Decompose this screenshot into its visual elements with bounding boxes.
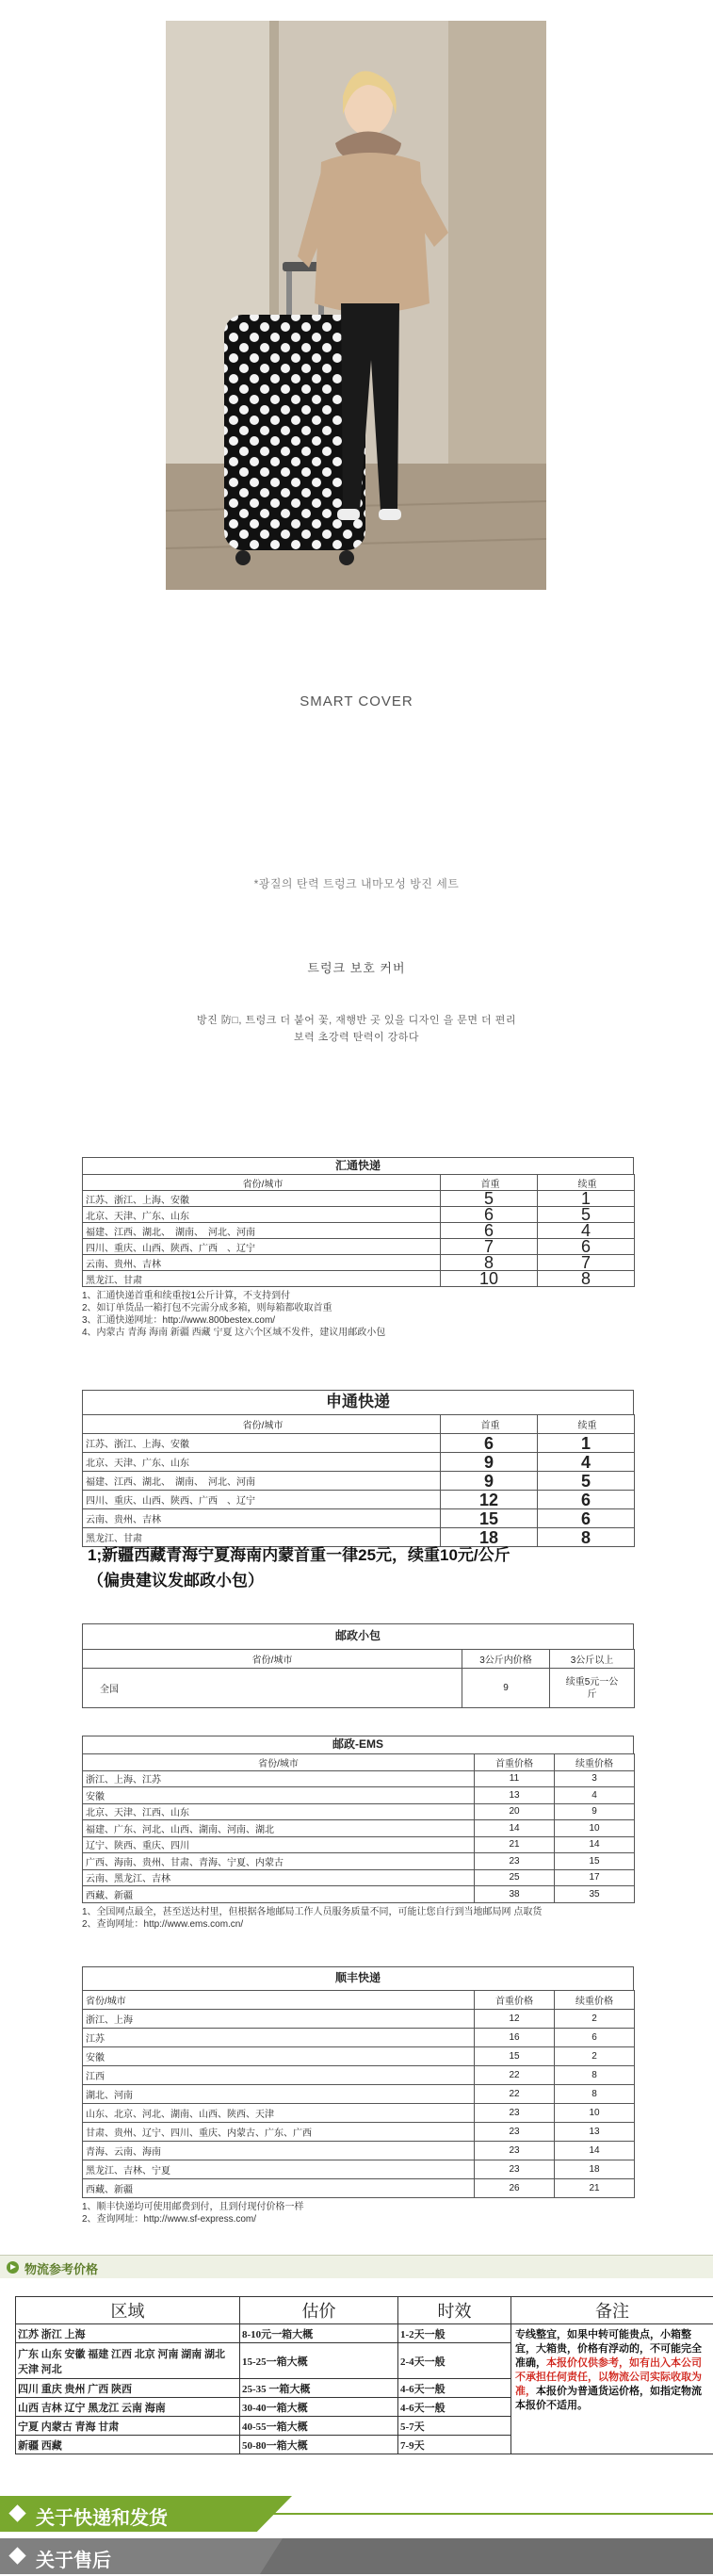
extra-weight-cell: 4 [538, 1453, 635, 1472]
header-cell: 省份/城市 [83, 1991, 475, 2010]
first-weight-cell: 15 [441, 1509, 538, 1528]
first-weight-cell: 8 [441, 1255, 538, 1271]
header-cell: 时效 [398, 2297, 511, 2324]
note-line: 1、顺丰快递均可使用邮费到付，且到付现付价格一样 [82, 2202, 304, 2212]
extra-price-cell: 35 [555, 1886, 635, 1903]
product-photo-illustration [166, 21, 546, 590]
price-cell: 30-40一箱大概 [240, 2398, 398, 2417]
region-cell: 四川 重庆 贵州 广西 陕西 [16, 2379, 240, 2398]
extra-weight-cell: 8 [538, 1271, 635, 1287]
extra-price-cell: 9 [555, 1803, 635, 1820]
extra-price-cell: 6 [555, 2029, 635, 2047]
table-notes [82, 2201, 634, 2225]
region-cell: 新疆 西藏 [16, 2436, 240, 2454]
first-price-cell: 15 [475, 2047, 555, 2066]
logistics-remarks [511, 2324, 713, 2454]
price-cell: 15-25一箱大概 [240, 2343, 398, 2379]
region-cell: 甘肃、贵州、辽宁、四川、重庆、内蒙古、广东、广西 [83, 2123, 475, 2142]
first-price-cell: 16 [475, 2029, 555, 2047]
first-price-cell: 14 [475, 1820, 555, 1837]
region-cell: 福建、江西、湖北、 湖南、 河北、河南 [83, 1223, 441, 1239]
region-cell: 江苏 浙江 上海 [16, 2324, 240, 2343]
table-notes [82, 1906, 634, 1931]
header-cell: 3公斤以上 [550, 1650, 635, 1669]
region-cell: 江苏 [83, 2029, 475, 2047]
table-title: 顺丰快递 [82, 1966, 634, 1990]
table-row [83, 2085, 635, 2104]
table-row [83, 2123, 635, 2142]
table-header-row [83, 1754, 635, 1771]
extra-weight-cell: 5 [538, 1472, 635, 1491]
header-cell: 续重价格 [555, 1754, 635, 1771]
first-price-cell: 12 [475, 2010, 555, 2029]
first-price-cell: 23 [475, 2104, 555, 2123]
extra-price-cell: 14 [555, 2142, 635, 2160]
extra-price-cell: 17 [555, 1869, 635, 1886]
note-link-line[interactable]: 3、汇通快递网址：http://www.800bestex.com/ [82, 1315, 276, 1326]
header-cell: 首重价格 [475, 1991, 555, 2010]
table-row [83, 1853, 635, 1870]
note-link-line[interactable]: 2、查询网址：http://www.ems.com.cn/ [82, 1918, 244, 1930]
table-row [83, 2047, 635, 2066]
note-line: 4、内蒙古 青海 海南 新疆 西藏 宁夏 这六个区域不发件，建议用邮政小包 [82, 1328, 386, 1338]
table-row [83, 1886, 635, 1903]
table-row [83, 2142, 635, 2160]
region-cell: 云南、贵州、吉林 [83, 1255, 441, 1271]
region-cell: 黑龙江、甘肃 [83, 1271, 441, 1287]
table-header-row [83, 1415, 635, 1434]
table-row [83, 1207, 635, 1223]
table-row [83, 1509, 635, 1528]
extra-weight-cell: 6 [538, 1509, 635, 1528]
table-notes [82, 1290, 634, 1339]
product-photo [166, 21, 546, 590]
product-title-en: SMART COVER [300, 693, 413, 709]
region-cell: 北京、天津、广东、山东 [83, 1207, 441, 1223]
table-row [83, 1434, 635, 1453]
table-row [83, 1787, 635, 1804]
header-cell: 备注 [511, 2297, 713, 2324]
price-cell: 25-35 一箱大概 [240, 2379, 398, 2398]
region-cell: 山东、北京、河北、湖南、山西、陕西、天津 [83, 2104, 475, 2123]
region-cell: 福建、江西、湖北、 湖南、 河北、河南 [83, 1472, 441, 1491]
time-cell: 4-6天一般 [398, 2398, 511, 2417]
header-cell: 续重 [538, 1415, 635, 1434]
first-price-cell: 25 [475, 1869, 555, 1886]
table-row [83, 1836, 635, 1853]
table-row [83, 2010, 635, 2029]
play-icon [7, 2261, 19, 2274]
header-cell: 省份/城市 [83, 1175, 441, 1191]
region-cell: 四川、重庆、山西、陕西、广西 、辽宁 [83, 1239, 441, 1255]
header-cell: 区域 [16, 2297, 240, 2324]
extra-price-cell: 续重5元一公斤 [550, 1669, 635, 1708]
region-cell: 辽宁、陕西、重庆、四川 [83, 1836, 475, 1853]
region-cell: 浙江、上海、江苏 [83, 1770, 475, 1787]
time-cell: 1-2天一般 [398, 2324, 511, 2343]
remote-region-note-line-1: 1;新疆西藏青海宁夏海南内蒙首重一律25元，续重10元/公斤 [88, 1546, 510, 1564]
header-cell: 省份/城市 [83, 1650, 462, 1669]
region-cell: 安徽 [83, 2047, 475, 2066]
description-line-2: 보력 초강력 탄력이 강하다 [293, 1032, 420, 1043]
first-price-cell: 13 [475, 1787, 555, 1804]
extra-price-cell: 8 [555, 2066, 635, 2085]
first-price-cell: 22 [475, 2085, 555, 2104]
remark-normal: 专线整宜，如果中转可能贵点，小箱整宜，大箱贵，价格有浮动的，不可能完全准确， [515, 2329, 702, 2369]
region-cell: 安徽 [83, 1787, 475, 1804]
first-weight-cell: 6 [441, 1223, 538, 1239]
table-row [83, 2179, 635, 2198]
banner-label: 关于快递和发货 [36, 2508, 168, 2529]
table-header-row [83, 1175, 635, 1191]
extra-weight-cell: 6 [538, 1239, 635, 1255]
price-cell: 9 [462, 1669, 550, 1708]
extra-price-cell: 10 [555, 2104, 635, 2123]
table-row [83, 1239, 635, 1255]
extra-price-cell: 8 [555, 2085, 635, 2104]
banner-divider [256, 2513, 713, 2515]
note-line: 1、汇通快递首重和续重按1公斤计算，不支持到付 [82, 1291, 291, 1301]
header-cell: 省份/城市 [83, 1415, 441, 1434]
extra-price-cell: 4 [555, 1787, 635, 1804]
extra-weight-cell: 1 [538, 1191, 635, 1207]
table-header-row [83, 1991, 635, 2010]
header-cell: 3公斤内价格 [462, 1650, 550, 1669]
header-cell: 首重 [441, 1175, 538, 1191]
region-cell: 青海、云南、海南 [83, 2142, 475, 2160]
extra-price-cell: 2 [555, 2047, 635, 2066]
table-title: 邮政-EMS [82, 1736, 634, 1753]
price-cell: 50-80一箱大概 [240, 2436, 398, 2454]
first-price-cell: 23 [475, 2123, 555, 2142]
region-cell: 广东 山东 安徽 福建 江西 北京 河南 湖南 湖北 天津 河北 [16, 2343, 240, 2379]
remark-warning: 本报价仅供参考，如有出入本公司不承担任何责任，以物流公司实际收取为准， [515, 2357, 702, 2397]
table-row [83, 1223, 635, 1239]
header-cell: 估价 [240, 2297, 398, 2324]
table-title: 汇通快递 [82, 1157, 634, 1174]
header-cell: 首重价格 [475, 1754, 555, 1771]
region-cell: 江西 [83, 2066, 475, 2085]
first-price-cell: 23 [475, 2160, 555, 2179]
table-row [83, 1453, 635, 1472]
stky-shipping-table [82, 1390, 634, 1547]
region-cell: 湖北、河南 [83, 2085, 475, 2104]
table-row [16, 2324, 713, 2343]
extra-price-cell: 10 [555, 1820, 635, 1837]
first-weight-cell: 6 [441, 1434, 538, 1453]
extra-weight-cell: 5 [538, 1207, 635, 1223]
region-cell: 江苏、浙江、上海、安徽 [83, 1191, 441, 1207]
shipping-info-banner [0, 2496, 713, 2532]
table-row [83, 1255, 635, 1271]
first-price-cell: 20 [475, 1803, 555, 1820]
extra-price-cell: 21 [555, 2179, 635, 2198]
post-parcel-table [82, 1623, 634, 1708]
remote-region-note [88, 1542, 510, 1593]
table-row [83, 2029, 635, 2047]
first-weight-cell: 18 [441, 1528, 538, 1547]
first-weight-cell: 9 [441, 1453, 538, 1472]
region-cell: 江苏、浙江、上海、安徽 [83, 1434, 441, 1453]
logistics-section-header [0, 2255, 713, 2278]
time-cell: 2-4天一般 [398, 2343, 511, 2379]
region-cell: 西藏、新疆 [83, 1886, 475, 1903]
header-cell: 省份/城市 [83, 1754, 475, 1771]
region-cell: 四川、重庆、山西、陕西、广西 、辽宁 [83, 1491, 441, 1509]
header-cell: 首重 [441, 1415, 538, 1434]
first-weight-cell: 5 [441, 1191, 538, 1207]
table-row [83, 1472, 635, 1491]
table-row [83, 1271, 635, 1287]
region-cell: 北京、天津、江西、山东 [83, 1803, 475, 1820]
description-line-1: 방진 防□, 트렁크 더 붙어 꽃, 재행반 곳 있을 디자인 을 문면 더 편리 [196, 1015, 516, 1026]
region-cell: 西藏、新疆 [83, 2179, 475, 2198]
region-cell: 山西 吉林 辽宁 黑龙江 云南 海南 [16, 2398, 240, 2417]
note-link-line[interactable]: 2、查询网址：http://www.sf-express.com/ [82, 2214, 257, 2225]
table-header-row [16, 2297, 713, 2324]
extra-price-cell: 14 [555, 1836, 635, 1853]
first-price-cell: 21 [475, 1836, 555, 1853]
table-row [83, 2160, 635, 2179]
product-heading: 트렁크 보호 커버 [307, 961, 406, 975]
logistics-section-title: 物流参考价格 [24, 2262, 99, 2276]
table-row [83, 1770, 635, 1787]
region-cell: 黑龙江、甘肃 [83, 1528, 441, 1547]
ems-shipping-table [82, 1736, 634, 1931]
extra-price-cell: 2 [555, 2010, 635, 2029]
table-row [83, 1803, 635, 1820]
region-cell: 福建、广东、河北、山西、湖南、河南、湖北 [83, 1820, 475, 1837]
extra-weight-cell: 4 [538, 1223, 635, 1239]
extra-price-cell: 18 [555, 2160, 635, 2179]
remark-normal: 本报价为普通货运价格，如指定物流本报价不适用。 [515, 2386, 702, 2411]
time-cell: 5-7天 [398, 2417, 511, 2436]
table-header-row [83, 1650, 635, 1669]
region-cell: 黑龙江、吉林、宁夏 [83, 2160, 475, 2179]
region-cell: 云南、贵州、吉林 [83, 1509, 441, 1528]
region-cell: 宁夏 内蒙古 青海 甘肃 [16, 2417, 240, 2436]
first-price-cell: 23 [475, 1853, 555, 1870]
table-row [83, 1869, 635, 1886]
first-price-cell: 26 [475, 2179, 555, 2198]
extra-price-cell: 3 [555, 1770, 635, 1787]
product-description [0, 1012, 713, 1046]
extra-price-cell: 13 [555, 2123, 635, 2142]
region-cell: 北京、天津、广东、山东 [83, 1453, 441, 1472]
first-weight-cell: 12 [441, 1491, 538, 1509]
first-price-cell: 11 [475, 1770, 555, 1787]
logistics-price-table [15, 2296, 713, 2454]
first-weight-cell: 6 [441, 1207, 538, 1223]
first-weight-cell: 10 [441, 1271, 538, 1287]
extra-weight-cell: 7 [538, 1255, 635, 1271]
note-line: 1、全国网点最全，甚至送达村里，但根据各地邮局工作人员服务质量不同，可能让您自行到当地邮局网 点取货 [82, 1906, 543, 1917]
extra-weight-cell: 1 [538, 1434, 635, 1453]
time-cell: 7-9天 [398, 2436, 511, 2454]
region-cell: 广西、海南、贵州、甘肃、青海、宁夏、内蒙古 [83, 1853, 475, 1870]
remote-region-note-line-2: （偏贵建议发邮政小包） [88, 1572, 264, 1590]
first-price-cell: 38 [475, 1886, 555, 1903]
extra-weight-cell: 8 [538, 1528, 635, 1547]
note-line: 2、如订单货品一箱打包不完需分成多箱，则每箱都收取首重 [82, 1303, 332, 1313]
sf-shipping-table [82, 1966, 634, 2225]
extra-weight-cell: 6 [538, 1491, 635, 1509]
first-price-cell: 22 [475, 2066, 555, 2085]
table-row [83, 1669, 635, 1708]
price-cell: 40-55一箱大概 [240, 2417, 398, 2436]
table-title: 邮政小包 [82, 1623, 634, 1649]
table-row [83, 1191, 635, 1207]
region-cell: 浙江、上海 [83, 2010, 475, 2029]
first-weight-cell: 9 [441, 1472, 538, 1491]
table-row [83, 1491, 635, 1509]
time-cell: 4-6天一般 [398, 2379, 511, 2398]
extra-price-cell: 15 [555, 1853, 635, 1870]
table-row [83, 2104, 635, 2123]
after-sale-banner [0, 2538, 713, 2574]
header-cell: 续重价格 [555, 1991, 635, 2010]
table-row [83, 2066, 635, 2085]
banner-label: 关于售后 [36, 2551, 111, 2571]
table-row [83, 1820, 635, 1837]
product-subtitle: *광질의 탄력 트렁크 내마모성 방진 세트 [253, 877, 460, 890]
first-weight-cell: 7 [441, 1239, 538, 1255]
htky-shipping-table [82, 1157, 634, 1339]
header-cell: 续重 [538, 1175, 635, 1191]
table-title: 申通快递 [82, 1390, 634, 1414]
first-price-cell: 23 [475, 2142, 555, 2160]
price-cell: 8-10元一箱大概 [240, 2324, 398, 2343]
region-cell: 云南、黑龙江、吉林 [83, 1869, 475, 1886]
region-cell: 全国 [83, 1669, 462, 1708]
